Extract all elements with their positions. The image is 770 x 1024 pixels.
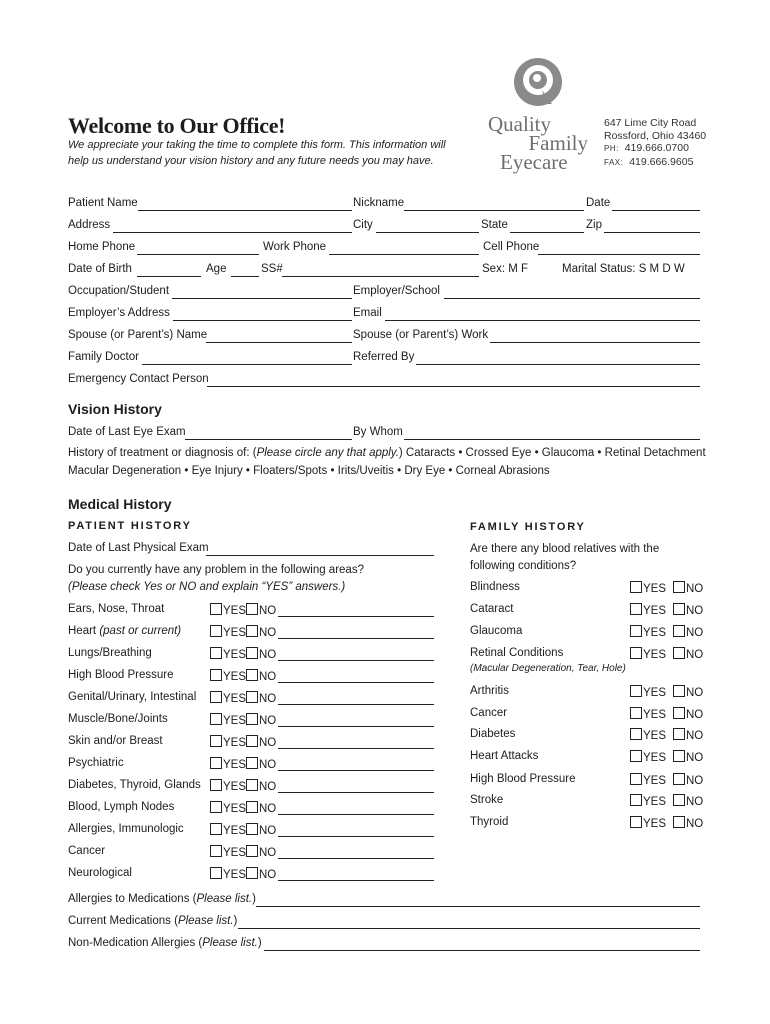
last-physical-field[interactable] [206,555,434,556]
yes-checkbox[interactable] [210,801,246,815]
yes-checkbox[interactable] [210,823,246,837]
allergies-meds-please-list: Please list. [196,893,253,905]
phone-label: PH: [604,144,619,153]
checkbox-icon[interactable] [210,867,222,879]
family-no-checkbox[interactable] [673,750,703,764]
vision-conditions-line-2[interactable]: Macular Degeneration • Eye Injury • Floaters/Spots • Irits/Uveitis • Dry Eye • Corneal Abrasions [68,465,550,477]
yes-label: YES [223,803,247,815]
checkbox-icon[interactable] [630,750,642,762]
checkbox-icon[interactable] [673,707,685,719]
cell-phone-label: Cell Phone [483,241,540,253]
family-yes-checkbox[interactable] [630,794,666,808]
explain-field[interactable] [278,880,434,881]
family-yes-checkbox[interactable] [630,647,666,661]
vision-history-prefix: History of treatment or diagnosis of: ( [68,447,257,459]
no-checkbox[interactable] [246,735,276,749]
sex-options[interactable]: Sex: M F [482,263,529,275]
yes-checkbox[interactable] [210,691,246,705]
condition-label [68,625,181,637]
spouse-name-label: Spouse (or Parent’s) Name [68,329,208,341]
checkbox-icon[interactable] [210,801,222,813]
no-checkbox[interactable] [246,779,276,793]
no-checkbox[interactable] [246,713,276,727]
yes-label: YES [223,869,247,881]
non-med-allergies-please-list: Please list. [202,937,258,949]
family-no-checkbox[interactable] [673,707,703,721]
condition-label [68,713,168,725]
checkbox-icon[interactable] [673,794,685,806]
no-label: NO [259,869,277,881]
checkbox-icon[interactable] [673,647,685,659]
last-eye-exam-label: Date of Last Eye Exam [68,426,186,438]
yes-label: YES [223,715,247,727]
family-doctor-field[interactable] [142,364,352,365]
non-med-allergies-prefix: Non-Medication Allergies ( [68,937,203,949]
no-checkbox[interactable] [246,867,276,881]
checkbox-icon[interactable] [673,685,685,697]
medical-history-heading: Medical History [68,496,172,512]
yes-label: YES [643,687,667,699]
current-meds-please-list: Please list. [177,915,234,927]
no-label: NO [259,803,277,815]
checkbox-icon[interactable] [210,823,222,835]
no-checkbox[interactable] [246,823,276,837]
family-condition-label: Cataract [470,603,514,615]
no-label: NO [259,671,277,683]
family-condition-label: Heart Attacks [470,750,539,762]
explain-field[interactable] [278,638,434,639]
explain-field[interactable] [278,704,434,705]
yes-label: YES [223,693,247,705]
condition-label [68,757,124,769]
checkbox-icon[interactable] [210,757,222,769]
age-label: Age [206,263,227,275]
family-question-line-2: following conditions? [470,560,577,572]
city-field[interactable] [376,232,479,233]
yes-label: YES [223,627,247,639]
zip-field[interactable] [604,232,700,233]
condition-name: Diabetes, Thyroid, Glands [68,779,201,791]
yes-checkbox[interactable] [210,757,246,771]
yes-checkbox[interactable] [210,625,246,639]
checkbox-icon[interactable] [246,867,258,879]
date-field[interactable] [612,210,700,211]
vision-conditions-line-1[interactable] [68,447,706,459]
checkbox-icon[interactable] [630,707,642,719]
condition-label [68,845,105,857]
fax-label: FAX: [604,157,624,167]
work-phone-label: Work Phone [263,241,327,253]
explain-field[interactable] [278,770,434,771]
checkbox-icon[interactable] [673,750,685,762]
patient-name-label: Patient Name [68,197,138,209]
vision-history-instruction: Please circle any that apply. [256,447,399,459]
patient-history-heading: PATIENT HISTORY [68,520,192,532]
checkbox-icon[interactable] [246,647,258,659]
email-label: Email [353,307,382,319]
condition-label [68,823,184,835]
yes-label: YES [643,775,667,787]
no-label: NO [686,605,704,617]
no-label: NO [686,583,704,595]
family-condition-label: Diabetes [470,728,516,740]
no-label: NO [686,627,704,639]
explain-field[interactable] [278,682,434,683]
patient-name-field[interactable] [138,210,352,211]
family-no-checkbox[interactable] [673,603,703,617]
office-address [604,117,706,169]
address-field[interactable] [113,232,352,233]
family-yes-checkbox[interactable] [630,685,666,699]
family-condition-label: Blindness [470,581,520,593]
checkbox-icon[interactable] [673,816,685,828]
explain-field[interactable] [278,858,434,859]
checkbox-icon[interactable] [630,728,642,740]
family-no-checkbox[interactable] [673,685,703,699]
nickname-field[interactable] [404,210,584,211]
family-yes-checkbox[interactable] [630,581,666,595]
city-label: City [353,219,373,231]
yes-checkbox[interactable] [210,845,246,859]
checkbox-icon[interactable] [246,691,258,703]
marital-status-options[interactable]: Marital Status: S M D W [562,263,685,275]
yes-label: YES [643,605,667,617]
checkbox-icon[interactable] [246,735,258,747]
explain-field[interactable] [278,616,434,617]
vision-history-heading: Vision History [68,401,162,417]
state-label: State [481,219,508,231]
page-title: Welcome to Our Office! [68,113,286,138]
address-city: Rossford, Ohio 43460 [604,129,707,142]
family-question-line-1: Are there any blood relatives with the [470,543,660,555]
no-checkbox[interactable] [246,625,276,639]
checkbox-icon[interactable] [246,801,258,813]
yes-label: YES [223,781,247,793]
yes-checkbox[interactable] [210,603,246,617]
no-checkbox[interactable] [246,757,276,771]
address-label: Address [68,219,111,231]
checkbox-icon[interactable] [210,845,222,857]
employer-school-label: Employer/School [353,285,440,297]
home-phone-label: Home Phone [68,241,136,253]
checkbox-icon[interactable] [246,823,258,835]
yes-label: YES [643,818,667,830]
checkbox-icon[interactable] [630,647,642,659]
checkbox-icon[interactable] [630,685,642,697]
condition-name: High Blood Pressure [68,669,174,681]
state-field[interactable] [510,232,584,233]
ss-field[interactable] [282,276,479,277]
checkbox-icon[interactable] [630,625,642,637]
condition-label [68,735,163,747]
family-yes-checkbox[interactable] [630,603,666,617]
no-label: NO [259,847,277,859]
yes-checkbox[interactable] [210,867,246,881]
logo-line-1: Quality [488,112,551,136]
date-label: Date [586,197,611,209]
checkbox-icon[interactable] [673,603,685,615]
condition-name: Psychiatric [68,757,124,769]
problem-question: Do you currently have any problem in the following areas? [68,564,364,576]
ss-label: SS# [261,263,283,275]
yes-checkbox[interactable] [210,779,246,793]
no-checkbox[interactable] [246,801,276,815]
spouse-name-field[interactable] [206,342,352,343]
yes-label: YES [223,847,247,859]
condition-name: Blood, Lymph Nodes [68,801,175,813]
family-condition-label: Glaucoma [470,625,523,637]
checkbox-icon[interactable] [246,603,258,615]
allergies-meds-label [68,893,256,905]
checkbox-icon[interactable] [630,773,642,785]
last-eye-exam-field[interactable] [185,439,352,440]
non-med-allergies-field[interactable] [264,950,700,951]
no-label: NO [259,759,277,771]
checkbox-icon[interactable] [210,625,222,637]
family-doctor-label: Family Doctor [68,351,139,363]
no-label: NO [259,627,277,639]
family-condition-label: Arthritis [470,685,509,697]
yes-checkbox[interactable] [210,647,246,661]
by-whom-field[interactable] [404,439,700,440]
family-no-checkbox[interactable] [673,625,703,639]
spouse-work-field[interactable] [490,342,700,343]
condition-label [68,603,164,615]
no-label: NO [686,649,704,661]
condition-name: Skin and/or Breast [68,735,163,747]
allergies-meds-close: ) [252,893,256,905]
problem-instruction: (Please check Yes or NO and explain “YES” answers.) [68,581,346,593]
checkbox-icon[interactable] [673,728,685,740]
checkbox-icon[interactable] [246,713,258,725]
no-label: NO [686,775,704,787]
checkbox-icon[interactable] [630,816,642,828]
cell-phone-field[interactable] [538,254,700,255]
checkbox-icon[interactable] [210,779,222,791]
home-phone-field[interactable] [137,254,259,255]
family-condition-label: Thyroid [470,816,509,828]
no-checkbox[interactable] [246,647,276,661]
condition-name: Genital/Urinary, Intestinal [68,691,197,703]
condition-label [68,801,174,813]
explain-field[interactable] [278,814,434,815]
phone-number: 419.666.0700 [624,142,689,154]
current-meds-prefix: Current Medications ( [68,915,178,927]
address-street: 647 Lime City Road [604,117,697,129]
condition-note: (past or current) [99,625,182,637]
no-checkbox[interactable] [246,669,276,683]
condition-name: Neurological [68,867,132,879]
condition-label [68,647,152,659]
family-condition-label: Retinal Conditions [470,647,564,659]
allergies-meds-field[interactable] [256,906,700,907]
occupation-field[interactable] [172,298,352,299]
family-no-checkbox[interactable] [673,728,703,742]
occupation-label: Occupation/Student [68,285,170,297]
explain-field[interactable] [278,748,434,749]
checkbox-icon[interactable] [246,757,258,769]
condition-label [68,779,201,791]
family-no-checkbox[interactable] [673,794,703,808]
employer-school-field[interactable] [444,298,700,299]
explain-field[interactable] [278,792,434,793]
yes-label: YES [223,605,247,617]
no-checkbox[interactable] [246,603,276,617]
fax-number: 419.666.9605 [629,155,694,168]
logo-text [488,112,588,174]
no-label: NO [259,781,277,793]
condition-label [68,867,132,879]
yes-label: YES [223,737,247,749]
family-yes-checkbox[interactable] [630,707,666,721]
dob-field[interactable] [137,276,201,277]
yes-checkbox[interactable] [210,713,246,727]
yes-checkbox[interactable] [210,669,246,683]
yes-label: YES [223,825,247,837]
logo-line-2: Family [528,131,588,155]
retinal-note: (Macular Degeneration, Tear, Hole) [470,663,626,674]
checkbox-icon[interactable] [210,735,222,747]
yes-label: YES [223,649,247,661]
no-label: NO [259,715,277,727]
checkbox-icon[interactable] [673,581,685,593]
explain-field[interactable] [278,660,434,661]
checkbox-icon[interactable] [210,603,222,615]
no-label: NO [686,709,704,721]
yes-label: YES [643,583,667,595]
employer-address-label: Employer’s Address [68,307,170,319]
logo-line-3: Eyecare [500,150,568,174]
family-yes-checkbox[interactable] [630,773,666,787]
checkbox-icon[interactable] [630,794,642,806]
family-yes-checkbox[interactable] [630,816,666,830]
family-yes-checkbox[interactable] [630,750,666,764]
age-field[interactable] [231,276,259,277]
vision-history-options-1: ) Cataracts • Crossed Eye • Glaucoma • Retinal Detachment [398,447,706,459]
no-label: NO [259,693,277,705]
by-whom-label: By Whom [353,426,403,438]
checkbox-icon[interactable] [210,647,222,659]
checkbox-icon[interactable] [673,625,685,637]
checkbox-icon[interactable] [210,713,222,725]
yes-label: YES [643,627,667,639]
explain-field[interactable] [278,726,434,727]
non-med-allergies-close: ) [257,937,262,949]
family-yes-checkbox[interactable] [630,728,666,742]
family-yes-checkbox[interactable] [630,625,666,639]
emergency-contact-label: Emergency Contact Person [68,373,209,385]
last-physical-label: Date of Last Physical Exam [68,542,209,554]
no-checkbox[interactable] [246,691,276,705]
checkbox-icon[interactable] [673,773,685,785]
condition-name: Cancer [68,845,106,857]
yes-checkbox[interactable] [210,735,246,749]
no-label: NO [686,818,704,830]
family-condition-label: High Blood Pressure [470,773,576,785]
condition-name: Heart [68,625,100,637]
checkbox-icon[interactable] [246,669,258,681]
checkbox-icon[interactable] [210,691,222,703]
explain-field[interactable] [278,836,434,837]
email-field[interactable] [385,320,700,321]
logo-eye-icon [512,56,564,110]
no-label: NO [686,687,704,699]
checkbox-icon[interactable] [630,603,642,615]
yes-label: YES [643,796,667,808]
condition-name: Ears, Nose, Throat [68,603,165,615]
condition-name: Lungs/Breathing [68,647,152,659]
condition-label [68,691,196,703]
employer-address-field[interactable] [173,320,352,321]
checkbox-icon[interactable] [246,845,258,857]
family-no-checkbox[interactable] [673,773,703,787]
yes-label: YES [223,759,247,771]
checkbox-icon[interactable] [246,779,258,791]
intro-line-1: We appreciate your taking the time to complete this form. This information will [68,139,446,151]
current-meds-field[interactable] [238,928,700,929]
checkbox-icon[interactable] [246,625,258,637]
family-condition-label: Stroke [470,794,504,806]
family-no-checkbox[interactable] [673,581,703,595]
non-med-allergies-label [68,937,262,949]
work-phone-field[interactable] [329,254,479,255]
zip-label: Zip [586,219,602,231]
allergies-meds-prefix: Allergies to Medications ( [68,893,197,905]
referred-by-label: Referred By [353,351,415,363]
checkbox-icon[interactable] [210,669,222,681]
yes-label: YES [643,752,667,764]
current-meds-close: ) [233,915,238,927]
dob-label: Date of Birth [68,263,132,275]
yes-label: YES [223,671,247,683]
family-history-heading: FAMILY HISTORY [470,521,586,533]
emergency-contact-field[interactable] [207,386,700,387]
no-label: NO [686,752,704,764]
no-label: NO [259,605,277,617]
condition-name: Allergies, Immunologic [68,823,184,835]
referred-by-field[interactable] [416,364,700,365]
nickname-label: Nickname [353,197,405,209]
checkbox-icon[interactable] [630,581,642,593]
no-checkbox[interactable] [246,845,276,859]
no-label: NO [259,825,277,837]
current-meds-label [68,915,237,927]
intro-line-2: help us understand your vision history and any future needs you may have. [68,155,434,167]
spouse-work-label: Spouse (or Parent’s) Work [353,329,489,341]
no-label: NO [686,796,704,808]
no-label: NO [686,730,704,742]
no-label: NO [259,737,277,749]
family-no-checkbox[interactable] [673,647,703,661]
yes-label: YES [643,730,667,742]
yes-label: YES [643,709,667,721]
condition-name: Muscle/Bone/Joints [68,713,168,725]
no-label: NO [259,649,277,661]
condition-label [68,669,173,681]
family-no-checkbox[interactable] [673,816,703,830]
yes-label: YES [643,649,667,661]
family-condition-label: Cancer [470,707,508,719]
